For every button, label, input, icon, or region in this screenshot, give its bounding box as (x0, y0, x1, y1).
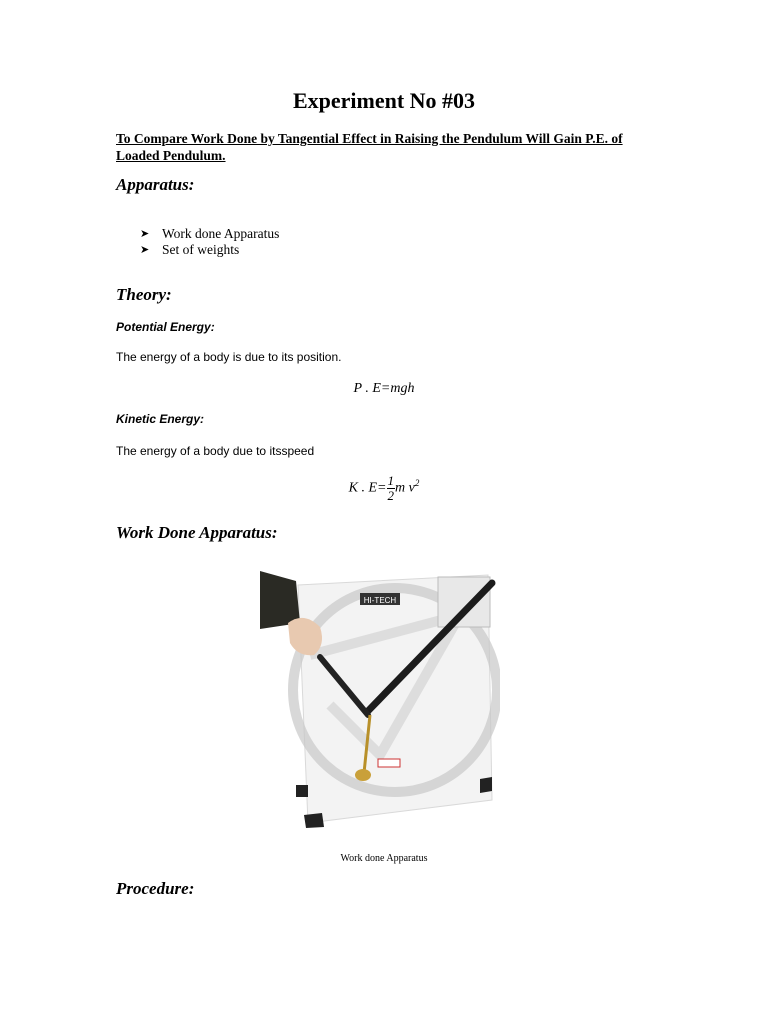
page-title: Experiment No #03 (292, 88, 476, 113)
board-foot (304, 813, 324, 828)
board-foot (480, 777, 492, 793)
kinetic-energy-text: The energy of a body due to itsspeed (116, 444, 315, 458)
ke-fraction-numerator: 1 (387, 473, 394, 488)
list-item-label: Set of weights (162, 242, 240, 257)
apparatus-list (140, 226, 279, 258)
figure-caption: Work done Apparatus (340, 853, 428, 864)
work-done-apparatus-heading: Work Done Apparatus: (116, 523, 278, 542)
ke-equation-right: m v (395, 480, 415, 496)
potential-energy-equation: P . E=mgh (353, 381, 415, 396)
arrow-bullet-icon: ➤ (140, 227, 150, 240)
kinetic-energy-equation (0, 474, 768, 503)
warning-label (378, 759, 400, 767)
experiment-subtitle: To Compare Work Done by Tangential Effect in Raising the Pendulum Will Gain P.E. of Loaded Pendulum. (116, 131, 623, 163)
board-foot (296, 785, 308, 797)
ke-equation-fraction (387, 474, 396, 503)
list-item (140, 226, 279, 242)
list-item (140, 242, 279, 258)
ke-equation-exponent: 2 (414, 478, 420, 489)
scale-drum (438, 577, 490, 627)
work-done-apparatus-image (260, 565, 500, 830)
potential-energy-label: Potential Energy: (116, 320, 215, 334)
ke-equation-left: K . E= (348, 480, 387, 496)
procedure-heading: Procedure: (116, 879, 195, 898)
apparatus-heading: Apparatus: (116, 175, 195, 194)
kinetic-energy-label: Kinetic Energy: (116, 412, 205, 426)
logo-text: HI-TECH (363, 596, 397, 605)
theory-heading: Theory: (116, 285, 172, 304)
list-item-label: Work done Apparatus (162, 226, 280, 241)
ke-fraction-denominator: 2 (387, 488, 394, 503)
pendulum-bob (355, 769, 371, 781)
arrow-bullet-icon: ➤ (140, 243, 150, 256)
potential-energy-text: The energy of a body is due to its position. (116, 350, 342, 364)
